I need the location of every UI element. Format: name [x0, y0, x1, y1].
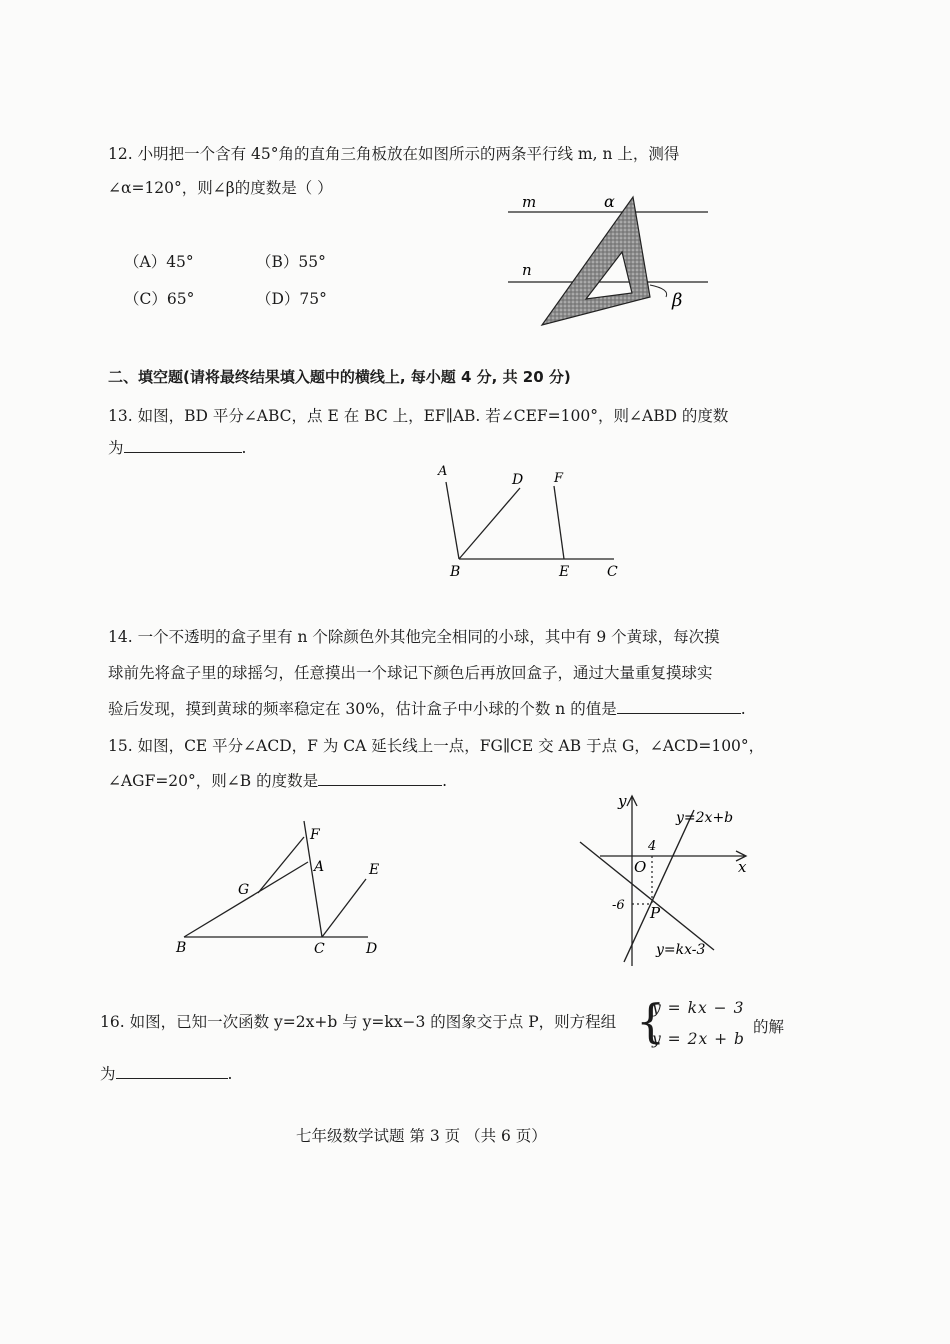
q16-line2 — [100, 1062, 232, 1084]
label-C: C — [607, 564, 618, 580]
label-line1: y=2x+b — [676, 810, 734, 826]
q12-option-d: （D）75° — [256, 290, 327, 308]
label-A: A — [314, 859, 325, 875]
q14-line1: 14. 一个不透明的盒子里有 n 个除颜色外其他完全相同的小球，其中有 9 个黄球，每次摸 — [108, 628, 720, 646]
label-D: D — [366, 941, 378, 957]
label-x: x — [738, 858, 747, 876]
q16-eq2: y = 2x + b — [652, 1030, 745, 1048]
q15-line1: 15. 如图，CE 平分∠ACD，F 为 CA 延长线上一点，FG∥CE 交 AB 于点 G，∠ACD=100°， — [108, 737, 765, 755]
q15-prefix: ∠AGF=20°，则∠B 的度数是 — [108, 772, 319, 790]
q12-option-c: （C）65° — [124, 290, 195, 308]
beta-arc — [650, 285, 667, 297]
q14-suffix: . — [740, 700, 746, 718]
label-y-tick: -6 — [612, 898, 625, 913]
q16-suffix: 的解 — [753, 1018, 785, 1036]
label-m: m — [522, 193, 537, 211]
label-B: B — [176, 940, 187, 956]
label-G: G — [238, 882, 250, 898]
label-B: B — [450, 564, 461, 580]
q16-prefix: 16. 如图，已知一次函数 y=2x+b 与 y=kx−3 的图象交于点 P，则方程组 — [100, 1013, 617, 1031]
graph-line-kx-minus-3 — [580, 842, 714, 950]
q13-figure — [420, 460, 630, 585]
q16-answer-blank[interactable] — [116, 1064, 228, 1079]
label-D: D — [512, 472, 524, 488]
q12-option-a: （A）45° — [124, 253, 194, 271]
ray-bd — [459, 488, 520, 559]
label-C: C — [314, 941, 325, 957]
q15-suffix: . — [442, 772, 448, 790]
label-beta: β — [672, 290, 683, 311]
q13-line1: 13. 如图，BD 平分∠ABC，点 E 在 BC 上，EF∥AB. 若∠CEF=100°，则∠ABD 的度数 — [108, 407, 729, 425]
segment-gf — [258, 837, 304, 893]
q12-line2: ∠α=120°，则∠β的度数是（ ） — [108, 179, 333, 197]
label-x-tick: 4 — [648, 839, 657, 854]
segment-ba — [184, 862, 308, 937]
ray-ef — [554, 486, 564, 559]
q16-graph — [572, 790, 752, 970]
label-point: P — [650, 904, 661, 922]
q12-option-b: （B）55° — [256, 253, 326, 271]
label-line2: y=kx-3 — [656, 942, 706, 958]
label-origin: O — [634, 858, 647, 876]
q14-line2: 球前先将盒子里的球摇匀，任意摸出一个球记下颜色后再放回盒子，通过大量重复摸球实 — [108, 664, 713, 682]
q15-figure — [170, 815, 390, 960]
q16-brace: { — [636, 994, 666, 1048]
q13-prefix: 为 — [108, 439, 124, 457]
ray-ba — [446, 482, 459, 559]
q13-answer-blank[interactable] — [124, 438, 242, 453]
q16-eq1: y = kx − 3 — [652, 999, 745, 1017]
label-E: E — [369, 862, 380, 878]
label-E: E — [559, 564, 570, 580]
label-alpha: α — [604, 192, 615, 211]
label-A: A — [438, 464, 448, 479]
label-F: F — [310, 827, 320, 843]
q16-line2-suffix: . — [227, 1065, 233, 1083]
q12-line1: 12. 小明把一个含有 45°角的直角三角板放在如图所示的两条平行线 m, n 上，测得 — [108, 145, 680, 163]
ray-ce — [322, 879, 366, 937]
q13-line2 — [108, 436, 246, 458]
q15-answer-blank[interactable] — [318, 771, 442, 786]
q14-prefix: 验后发现，摸到黄球的频率稳定在 30%，估计盒子中小球的个数 n 的值是 — [108, 700, 617, 718]
label-y: y — [618, 792, 627, 810]
section-2-heading: 二、填空题(请将最终结果填入题中的横线上, 每小题 4 分, 共 20 分) — [108, 368, 571, 386]
q16-line2-prefix: 为 — [100, 1065, 116, 1083]
q14-line3 — [108, 697, 746, 719]
q13-suffix: . — [241, 439, 247, 457]
q12-figure — [500, 185, 720, 335]
label-F: F — [554, 471, 564, 486]
set-square — [542, 197, 650, 325]
q14-answer-blank[interactable] — [617, 699, 741, 714]
page-footer: 七年级数学试题 第 3 页 （共 6 页） — [296, 1127, 547, 1145]
q15-line2 — [108, 769, 447, 791]
label-n: n — [522, 261, 532, 279]
